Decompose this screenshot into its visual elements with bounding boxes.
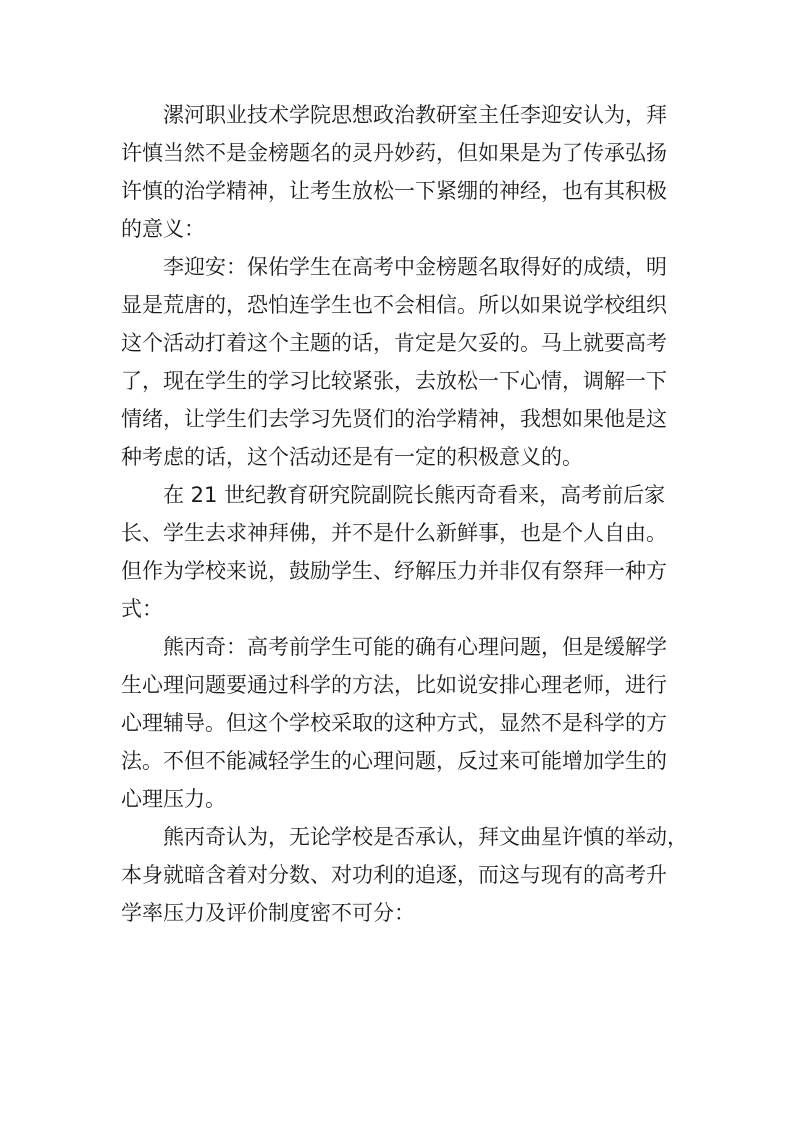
paragraph-line: 许慎当然不是金榜题名的灵丹妙药，但如果是为了传承弘扬 bbox=[121, 141, 667, 165]
paragraph-line: 本身就暗含着对分数、对功利的追逐，而这与现有的高考升 bbox=[121, 863, 667, 887]
paragraph-5 bbox=[121, 818, 688, 932]
paragraph-line: 李迎安：保佑学生在高考中金榜题名取得好的成绩，明 bbox=[163, 255, 667, 279]
paragraph-1 bbox=[121, 96, 681, 248]
paragraph-line: 但作为学校来说，鼓励学生、纾解压力并非仅有祭拜一种方 bbox=[121, 559, 667, 583]
paragraph-2 bbox=[121, 248, 681, 476]
paragraph-line: 式： bbox=[121, 597, 163, 621]
paragraph-line: 生心理问题要通过科学的方法，比如说安排心理老师，进行 bbox=[121, 673, 667, 697]
paragraph-line: 长、学生去求神拜佛，并不是什么新鲜事，也是个人自由。 bbox=[121, 521, 667, 545]
paragraph-line: 熊丙奇认为，无论学校是否承认，拜文曲星许慎的举动， bbox=[163, 825, 688, 849]
paragraph-line: 的意义： bbox=[121, 217, 205, 241]
paragraph-line: 种考虑的话，这个活动还是有一定的积极意义的。 bbox=[121, 445, 583, 469]
paragraph-line: 心理压力。 bbox=[121, 787, 226, 811]
paragraph-line: 熊丙奇：高考前学生可能的确有心理问题，但是缓解学 bbox=[163, 635, 667, 659]
paragraph-line: 心理辅导。但这个学校采取的这种方式，显然不是科学的方 bbox=[121, 711, 667, 735]
paragraph-line: 学率压力及评价制度密不可分： bbox=[121, 901, 415, 925]
paragraph-line: 显是荒唐的，恐怕连学生也不会相信。所以如果说学校组织 bbox=[121, 293, 667, 317]
paragraph-line: 在 21 世纪教育研究院副院长熊丙奇看来，高考前后家 bbox=[163, 483, 666, 507]
paragraph-line: 了，现在学生的学习比较紧张，去放松一下心情，调解一下 bbox=[121, 369, 667, 393]
paragraph-line: 漯河职业技术学院思想政治教研室主任李迎安认为，拜 bbox=[163, 103, 667, 127]
paragraph-3 bbox=[121, 476, 681, 628]
paragraph-line: 法。不但不能减轻学生的心理问题，反过来可能增加学生的 bbox=[121, 749, 667, 773]
paragraph-line: 情绪，让学生们去学习先贤们的治学精神，我想如果他是这 bbox=[121, 407, 667, 431]
paragraph-line: 许慎的治学精神，让考生放松一下紧绷的神经，也有其积极 bbox=[121, 179, 667, 203]
paragraph-line: 这个活动打着这个主题的话，肯定是欠妥的。马上就要高考 bbox=[121, 331, 667, 355]
body-text bbox=[121, 96, 688, 932]
paragraph-4 bbox=[121, 628, 681, 818]
